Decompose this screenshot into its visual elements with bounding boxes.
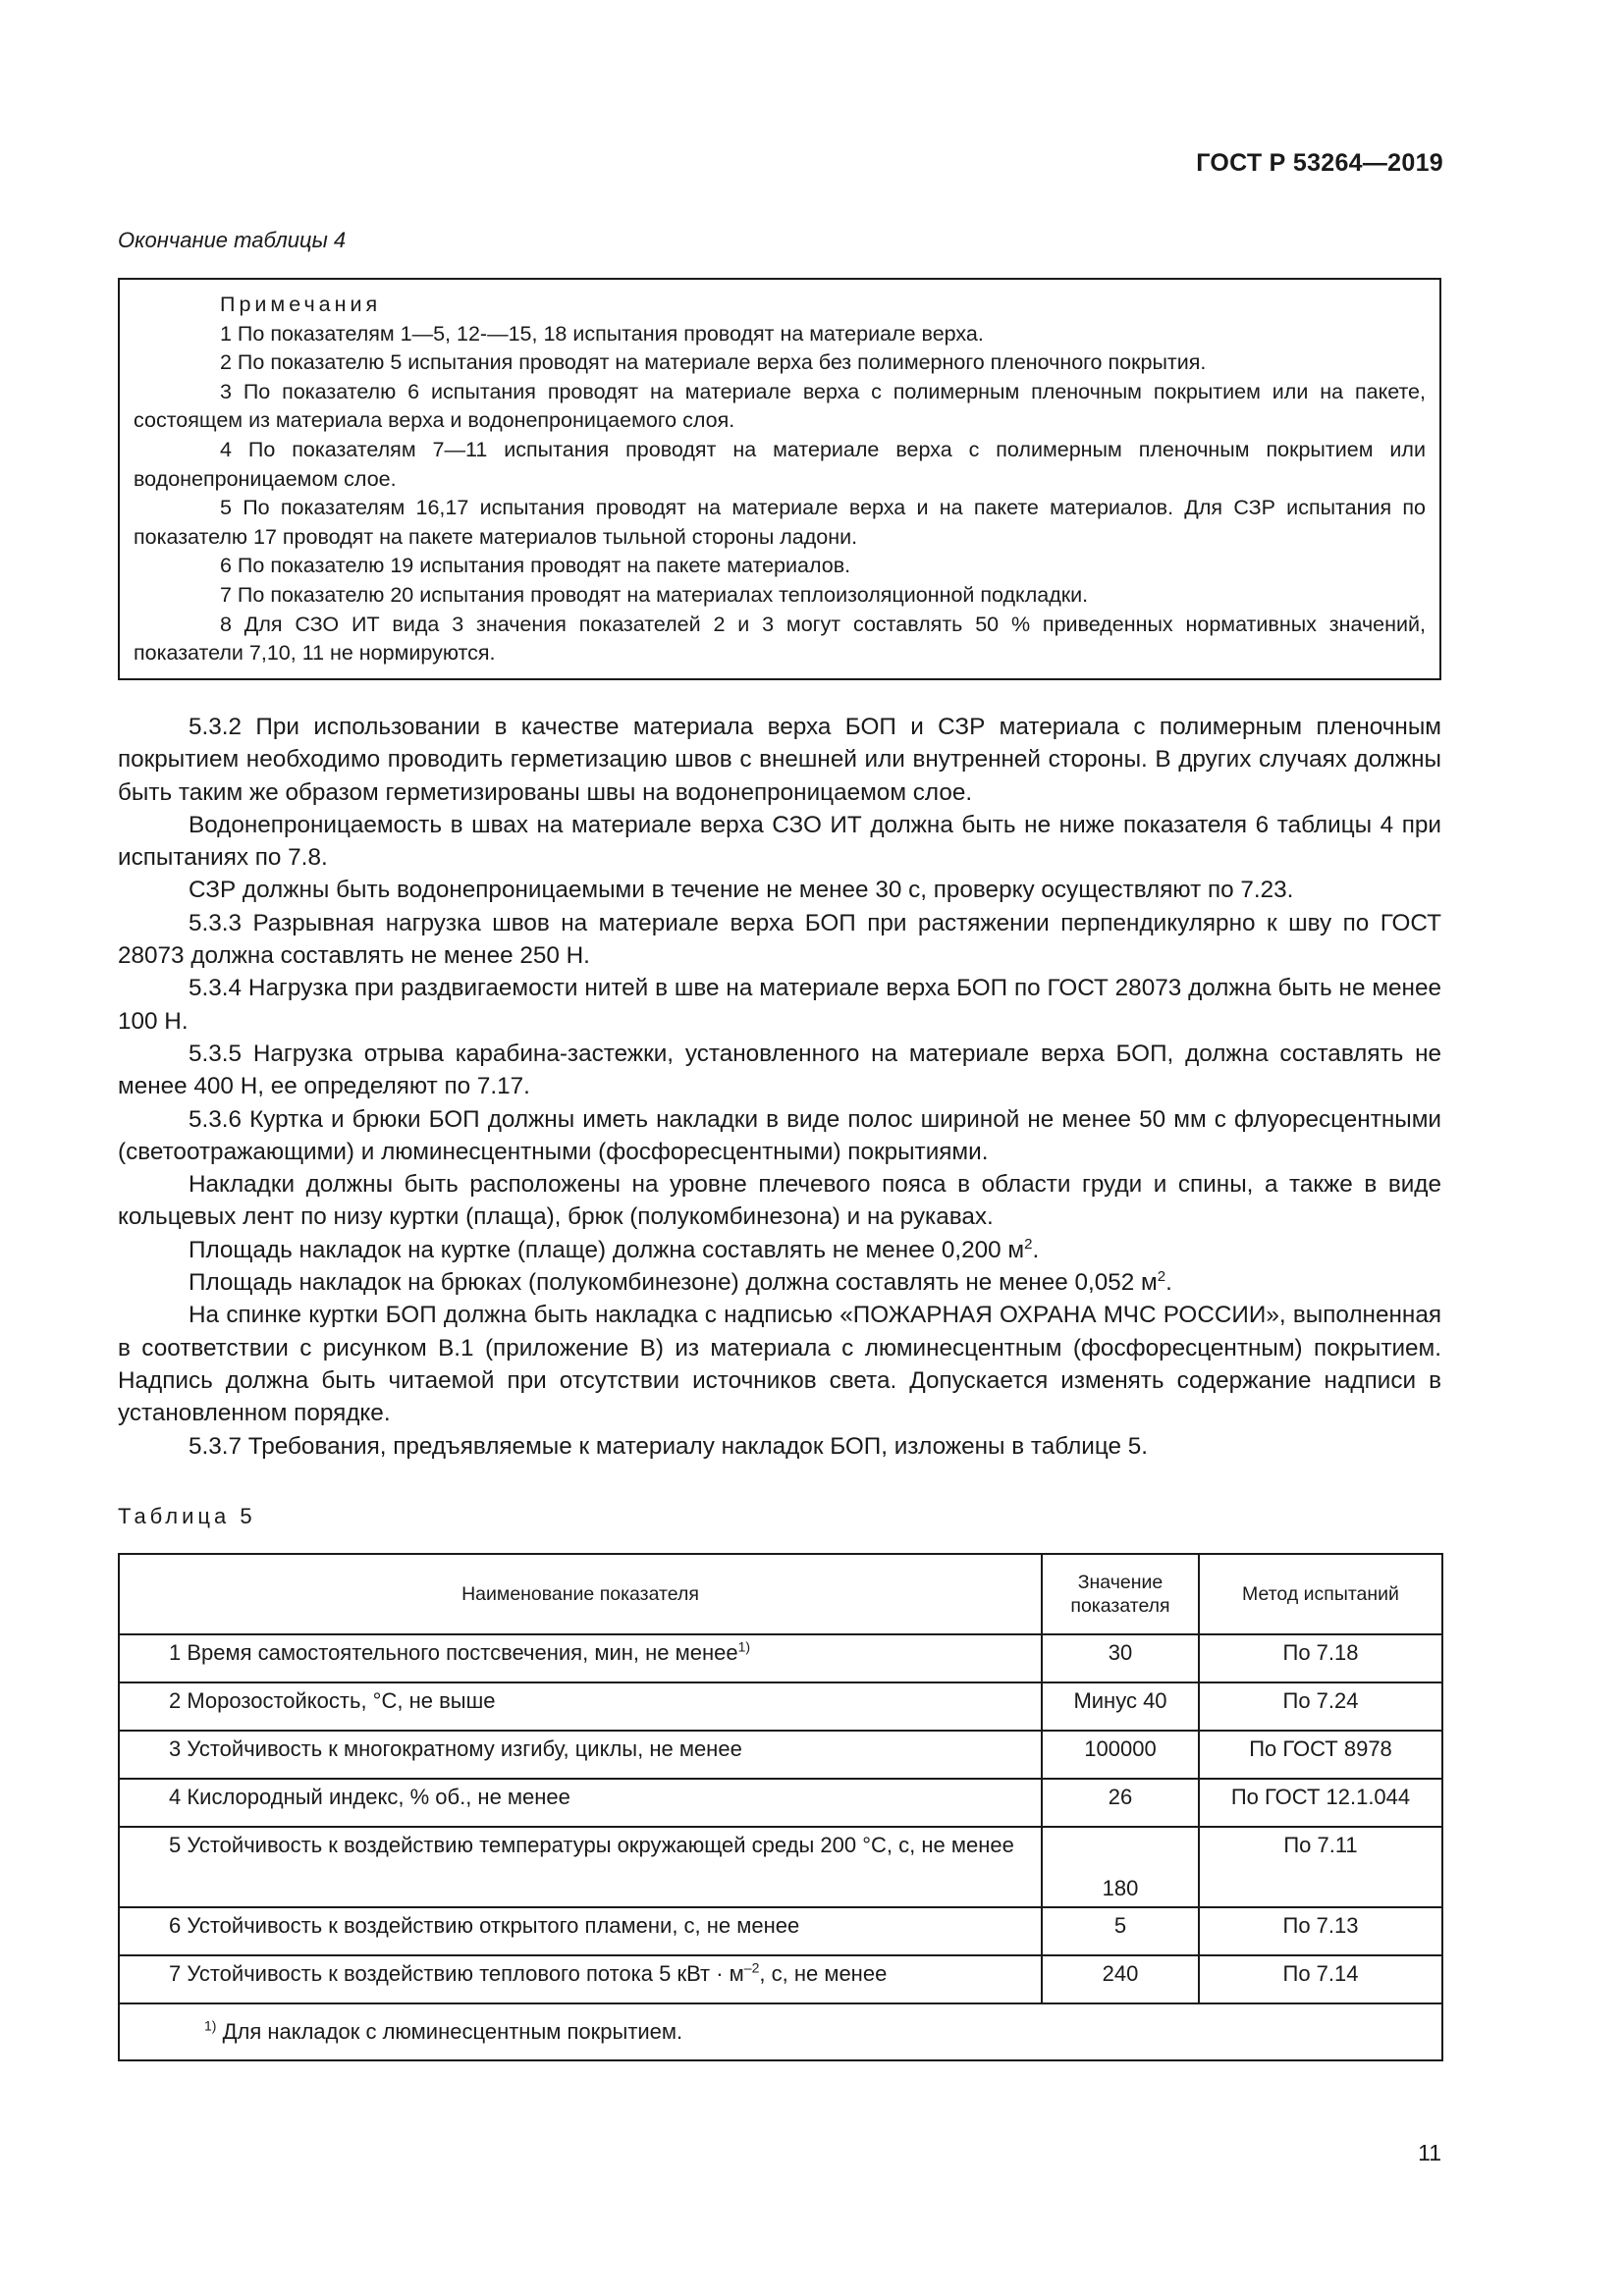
cell-method: По 7.24 xyxy=(1199,1682,1442,1731)
header-method: Метод испытаний xyxy=(1199,1554,1442,1634)
paragraph: На спинке куртки БОП должна быть накладка с надписью «ПОЖАРНАЯ ОХРАНА МЧС РОССИИ», выполненная в соответствии с рисунком В.1 (приложение В) из материала с люминесцентным (фосфоресцентным) покрытием. Надпись должна быть читаемой при отсутствии источников света. Допускается изменять содержание надписи в установленном порядке. xyxy=(118,1302,1441,1427)
cell-method: По ГОСТ 8978 xyxy=(1199,1731,1442,1779)
paragraph: 5.3.3 Разрывная нагрузка швов на материале верха БОП при растяжении перпендикулярно к шву по ГОСТ 28073 должна составлять не менее 250 Н. xyxy=(118,909,1441,970)
header-value-line2: показателя xyxy=(1070,1595,1170,1617)
superscript: 2 xyxy=(1157,1267,1166,1285)
cell-value: 180 xyxy=(1042,1827,1199,1907)
table-footnote xyxy=(119,2003,1442,2060)
note-item: 6 По показателю 19 испытания проводят на пакете материалов. xyxy=(220,554,851,578)
footnote-mark: 1) xyxy=(204,2017,217,2034)
body-text xyxy=(118,711,1441,1463)
paragraph: 5.3.4 Нагрузка при раздвигаемости нитей в шве на материале верха БОП по ГОСТ 28073 должна быть не менее 100 Н. xyxy=(118,975,1441,1035)
standard-code: ГОСТ Р 53264—2019 xyxy=(1196,149,1443,177)
paragraph xyxy=(118,1266,1441,1299)
cell-value: 100000 xyxy=(1042,1731,1199,1779)
cell-name: 3 Устойчивость к многократному изгибу, циклы, не менее xyxy=(119,1731,1042,1779)
note-item: 8 Для СЗО ИТ вида 3 значения показателей 2 и 3 могут составлять 50 % приведенных нормативных значений, показатели 7,10, 11 не нормируются. xyxy=(134,612,1426,666)
paragraph: 5.3.2 При использовании в качестве материала верха БОП и СЗР материала с полимерным пленочным покрытием необходимо проводить герметизацию швов с внешней или внутренней стороны. В других случаях должны быть таким же образом герметизированы швы на водонепроницаемом слое. xyxy=(118,714,1441,806)
notes-title: Примечания xyxy=(220,293,382,316)
footnote-ref: 1) xyxy=(737,1638,751,1655)
table-row xyxy=(119,1827,1442,1907)
table-row xyxy=(119,1907,1442,1955)
cell-value: Минус 40 xyxy=(1042,1682,1199,1731)
note-item: 5 По показателям 16,17 испытания проводят на материале верха и на пакете материалов. Для СЗР испытания по показателю 17 проводят на пакете материалов тыльной стороны ладони. xyxy=(134,496,1426,549)
cell-name: 2 Морозостойкость, °С, не выше xyxy=(119,1682,1042,1731)
table-row xyxy=(119,1682,1442,1731)
paragraph: 5.3.5 Нагрузка отрыва карабина-застежки, установленного на материале верха БОП, должна составлять не менее 400 Н, ее определяют по 7.17. xyxy=(118,1040,1441,1100)
table-caption: Таблица 5 xyxy=(118,1504,256,1528)
table-footnote-row xyxy=(119,2003,1442,2060)
cell-method: По 7.18 xyxy=(1199,1634,1442,1682)
paragraph: СЗР должны быть водонепроницаемыми в течение не менее 30 с, проверку осуществляют по 7.23. xyxy=(189,877,1294,904)
paragraph-text: Площадь накладок на куртке (плаще) должна составлять не менее 0,200 м xyxy=(189,1236,1025,1263)
paragraph-end: . xyxy=(1032,1236,1040,1263)
cell-value: 26 xyxy=(1042,1779,1199,1827)
cell-name-text: 7 Устойчивость к воздействию теплового потока 5 кВт · м xyxy=(169,1961,744,1986)
paragraph-end: . xyxy=(1165,1269,1172,1297)
page-number: 11 xyxy=(1418,2140,1441,2165)
requirements-table xyxy=(118,1553,1443,2061)
note-item: 4 По показателям 7—11 испытания проводят на материале верха с полимерным пленочным покрытием или водонепроницаемом слое. xyxy=(134,437,1426,491)
cell-method: По 7.13 xyxy=(1199,1907,1442,1955)
note-item: 3 По показателю 6 испытания проводят на материале верха с полимерным пленочным покрытием или на пакете, состоящем из материала верха и водонепроницаемого слоя. xyxy=(134,379,1426,433)
superscript: –2 xyxy=(743,1959,760,1976)
cell-name: 4 Кислородный индекс, % об., не менее xyxy=(119,1779,1042,1827)
table-row xyxy=(119,1779,1442,1827)
cell-method: По 7.14 xyxy=(1199,1955,1442,2003)
cell-name-end: , с, не менее xyxy=(759,1961,888,1986)
table-row xyxy=(119,1634,1442,1682)
table-row xyxy=(119,1955,1442,2003)
footnote-text: Для накладок с люминесцентным покрытием. xyxy=(222,2019,683,2044)
table-header-row xyxy=(119,1554,1442,1634)
notes-box xyxy=(118,278,1441,680)
paragraph xyxy=(118,1234,1441,1266)
header-value-line1: Значение xyxy=(1077,1572,1164,1593)
cell-value: 30 xyxy=(1042,1634,1199,1682)
cell-name: 6 Устойчивость к воздействию открытого пламени, с, не менее xyxy=(119,1907,1042,1955)
cell-method: По ГОСТ 12.1.044 xyxy=(1199,1779,1442,1827)
table-row xyxy=(119,1731,1442,1779)
paragraph: Накладки должны быть расположены на уровне плечевого пояса в области груди и спины, а также в виде кольцевых лент по низу куртки (плаща), брюк (полукомбинезона) и на рукавах. xyxy=(118,1171,1441,1231)
paragraph: 5.3.7 Требования, предъявляемые к материалу накладок БОП, изложены в таблице 5. xyxy=(189,1432,1149,1460)
header-value xyxy=(1042,1554,1199,1634)
cell-value: 240 xyxy=(1042,1955,1199,2003)
cell-name xyxy=(119,1955,1042,2003)
cell-name: 5 Устойчивость к воздействию температуры окружающей среды 200 °С, с, не менее xyxy=(119,1827,1042,1907)
note-item: 2 По показателю 5 испытания проводят на материале верха без полимерного пленочного покрытия. xyxy=(220,350,1207,375)
table-continuation-label: Окончание таблицы 4 xyxy=(118,228,347,252)
header-name: Наименование показателя xyxy=(119,1554,1042,1634)
superscript: 2 xyxy=(1024,1235,1033,1253)
cell-name xyxy=(119,1634,1042,1682)
paragraph-text: Площадь накладок на брюках (полукомбинезоне) должна составлять не менее 0,052 м xyxy=(189,1269,1158,1297)
cell-value: 5 xyxy=(1042,1907,1199,1955)
paragraph: Водонепроницаемость в швах на материале верха СЗО ИТ должна быть не ниже показателя 6 таблицы 4 при испытаниях по 7.8. xyxy=(118,811,1441,872)
cell-name-text: 1 Время самостоятельного постсвечения, мин, не менее xyxy=(169,1640,738,1665)
note-item: 7 По показателю 20 испытания проводят на материалах теплоизоляционной подкладки. xyxy=(220,582,1089,607)
note-item: 1 По показателям 1—5, 12-—15, 18 испытания проводят на материале верха. xyxy=(220,321,984,346)
paragraph: 5.3.6 Куртка и брюки БОП должны иметь накладки в виде полос шириной не менее 50 мм с флуоресцентными (светоотражающими) и люминесцентными (фосфоресцентными) покрытиями. xyxy=(118,1105,1441,1165)
cell-method: По 7.11 xyxy=(1199,1827,1442,1907)
